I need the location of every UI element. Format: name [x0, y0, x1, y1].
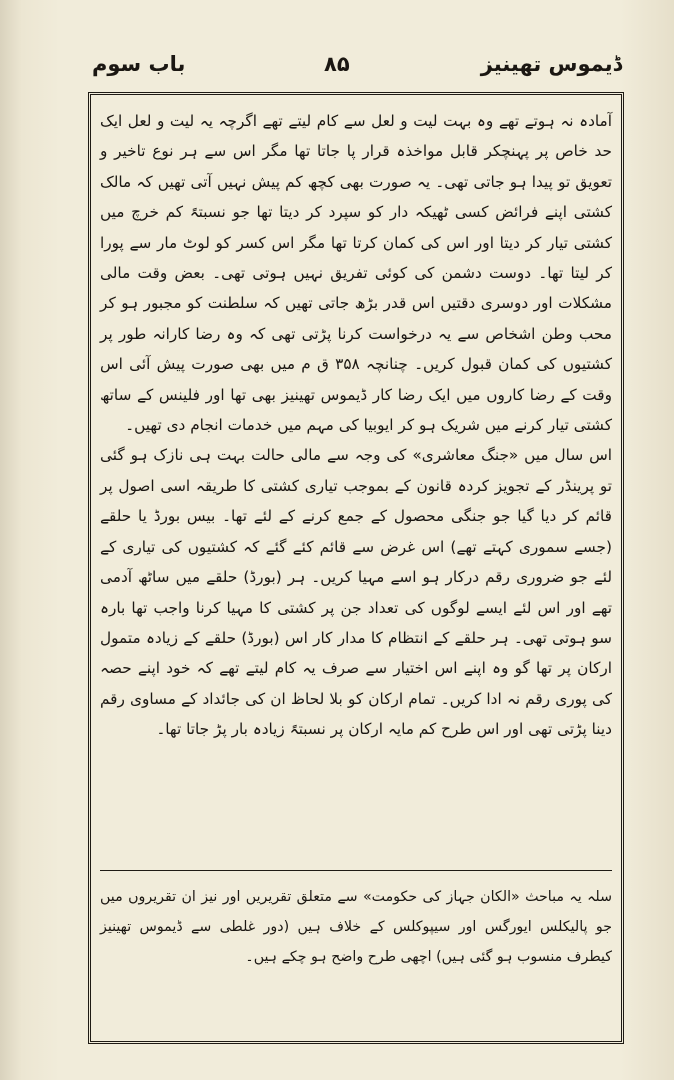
footnote-divider	[100, 870, 612, 871]
page-number: ۸۵	[324, 52, 350, 76]
footnote-text: سلہ یہ مباحث «الکان جہاز کی حکومت» سے متعلق تقریریں اور نیز ان تقریروں میں جو پالیکلس ایورگس اور سیپوکلس کے خلاف ہیں (دور غلطی سے ڈیموس تھینیز کیطرف منسوب ہو گئی ہیں) اچھی طرح واضح ہو چکے ہیں۔	[100, 889, 612, 965]
paragraph: آمادہ نہ ہوتے تھے وہ بہت لیت و لعل سے کام لیتے تھے اگرچہ یہ لیت و لعل ایک حد خاص پر پہنچکر قابل مواخذہ قرار پا جاتا تھا مگر اس سے ہر نوع تاخیر و تعویق تو پیدا ہو جاتی تھی۔ یہ صورت بھی کچھ کم پیش نہیں آتی تھیں کہ مالک کشتی اپنے فرائض کسی ٹھیکہ دار کو سپرد کر دیتا تھا جو نسبتہً کم خرچ میں کشتی تیار کر دیتا اور اس کی کمان کرتا تھا مگر اس کسر کو لوٹ مار سے پورا کر لیتا تھا۔ دوست دشمن کی کوئی تفریق نہیں ہوتی تھی۔ بعض وقت مالی مشکلات اور دوسری دقتیں اس قدر بڑھ جاتی تھیں کہ سلطنت کو مجبور ہو کر محب وطن اشخاص سے یہ درخواست کرنا پڑتی تھی کہ وہ رضا کارانہ طور پر کشتیوں کی کمان قبول کریں۔ چنانچہ ۳۵۸ ق م میں بھی صورت پیش آئی اس وقت کے رضا کاروں میں ایک رضا کار ڈیموس تھینیز بھی تھا اور فلینس کے ساتھ کشتی تیار کرنے میں شریک ہو کر ایوبیا کی مہم میں خدمات انجام دی تھیں۔	[100, 112, 612, 435]
main-text	[100, 106, 612, 745]
page-header	[92, 46, 622, 86]
footnote	[100, 882, 612, 972]
section-label: باب سوم	[92, 52, 186, 76]
paragraph: اس سال میں «جنگ معاشری» کی وجہ سے مالی حالت بہت ہی نازک ہو گئی تو پرینڈر کے تجویز کردہ قانون کے بموجب تیاری کشتی کا طریقہ اسی اصول پر قائم کر دیا گیا جو جنگی محصول کے جمع کرنے کے لئے تھا۔ بیس بورڈ یا حلقے (جسے سموری کہتے تھے) اس غرض سے قائم کئے گئے کہ کشتیوں کی تیاری کے لئے جو ضروری رقم درکار ہو اسے مہیا کریں۔ ہر (بورڈ) حلقے میں ساٹھ آدمی تھے اور اس لئے ایسے لوگوں کی تعداد جن پر کشتی کا مہیا کرنا واجب تھا بارہ سو ہوتی تھی۔ ہر حلقے کے انتظام کا مدار کار اس (بورڈ) حلقے کے زیادہ متمول ارکان پر تھا گو وہ اپنے اس اختیار سے صرف یہ کام لیتے تھے کہ خود اپنے حصہ کی پوری رقم نہ ادا کریں۔ تمام ارکان کو بلا لحاظ ان کی جائداد کے مساوی رقم دینا پڑتی تھی اور اس طرح کم مایہ ارکان پر نسبتہً زیادہ بار پڑ جاتا تھا۔	[100, 446, 612, 739]
running-title: ڈیموس تھینیز	[480, 52, 622, 76]
